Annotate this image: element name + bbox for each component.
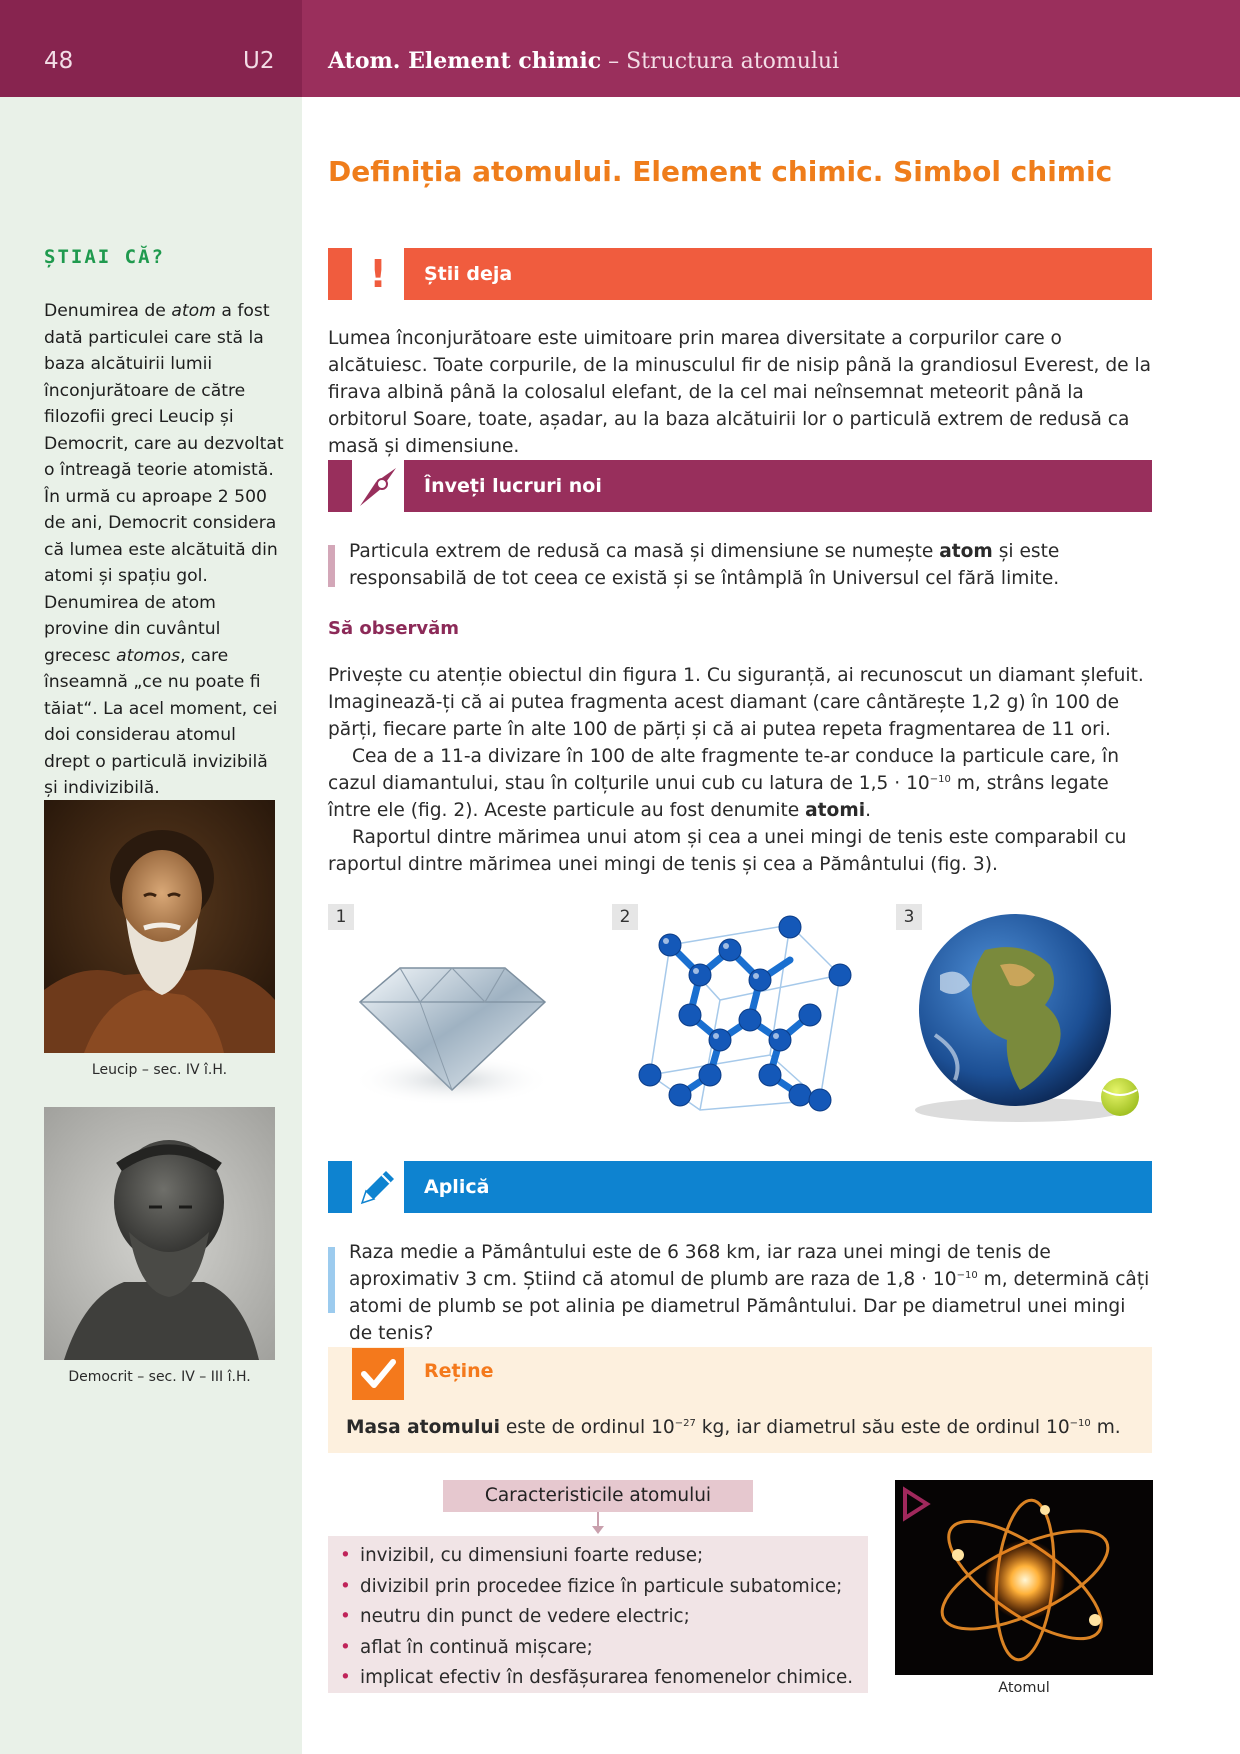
sidebar-text-part: Denumirea de [44, 301, 172, 321]
observam-heading: Să observăm [328, 618, 460, 639]
exponent: −10 [1069, 1417, 1091, 1429]
exponent: −10 [929, 773, 951, 785]
characteristics-title: Caracteristicile atomului [443, 1480, 753, 1512]
page-number: 48 [44, 48, 74, 74]
leucip-name: Leucip [91, 1062, 138, 1078]
masa-atomului-term: Masa atomului [346, 1417, 500, 1438]
list-item: • aflat în continuă mișcare; [340, 1633, 860, 1664]
figure-number: 1 [328, 904, 354, 930]
definition-text: Particula extrem de redusă ca masă și dimensiune se numește [349, 541, 940, 562]
observe-paragraph-2 [328, 743, 1152, 824]
list-item: • implicat efectiv în desfășurarea fenomenelor chimice. [340, 1663, 860, 1694]
observe-text-part: m, strâns legate între ele (fig. 2). Aceste particule au fost denumite [328, 773, 1109, 821]
diamond-lattice-image [630, 905, 855, 1120]
definition-term: atom [939, 541, 993, 562]
aplica-text-part: m, determină câți atomi de plumb se pot alinia pe diametrul Pământului. Dar pe diametrul unei mingi de tenis? [349, 1269, 1150, 1344]
observe-text [328, 662, 1152, 878]
aplica-bar-accent [328, 1161, 352, 1213]
header-title-rest: – Structura atomului [601, 49, 840, 74]
characteristics-list [340, 1541, 860, 1694]
leucip-era: – sec. IV î.H. [137, 1062, 228, 1078]
atom-caption: Atomul [998, 1680, 1050, 1696]
observe-paragraph-1: Privește cu atenție obiectul din figura 1. Cu siguranță, ai recunoscut un diamant șlefuit. Imaginează-ți că ai putea fragmenta acest diamant (care cântărește 1,2 g) în 100 de părți, fiecare parte în alte 100 de părți și că ai putea repeta fragmentarea de 11 ori. [328, 665, 1144, 740]
atomi-term: atomi [805, 800, 866, 821]
atom-image [895, 1480, 1153, 1675]
democrit-era: – sec. IV – III î.H. [132, 1369, 251, 1385]
atom-definition [349, 538, 1153, 592]
sidebar-text-italic: atomos [116, 645, 181, 666]
observe-text-part: . [865, 800, 871, 821]
sidebar-title: ȘTIAI CĂ? [44, 246, 165, 268]
stii-deja-label: Știi deja [404, 248, 1152, 300]
intro-paragraph: Lumea înconjurătoare este uimitoare prin marea diversitate a corpurilor care o alcătuiesc. Toate corpurile, de la minusculul fir de nisip până la grandiosul Everest, de la firava albină până la colosalul elefant, de la cel mai neînsemnat meteorit până la orbitorul Soare, toate, așadar, au la baza alcătuirii lor o particulă extrem de redusă ca masă și dimensiune. [328, 328, 1152, 457]
figure-number: 2 [612, 904, 638, 930]
page-title: Definiția atomului. Element chimic. Simbol chimic [328, 155, 1113, 188]
unit-label: U2 [243, 48, 275, 74]
sidebar-text-part: , care înseamnă „ce nu poate fi tăiat“. La acel moment, cei doi considerau atomul drept o particulă invizibilă și indivizibilă. [44, 645, 278, 798]
retine-text [346, 1414, 1146, 1441]
figure-number: 3 [896, 904, 922, 930]
leucip-caption [44, 1062, 275, 1078]
connector-arrow-icon [592, 1526, 604, 1534]
retine-text-part: kg, iar diametrul său este de ordinul 10 [695, 1417, 1070, 1438]
observe-text-part: Cea de a 11-a divizare în 100 de alte fragmente te-ar conduce la particule care, în cazul diamantului, stau în colțurile unui cub cu latura de 1,5 · 10 [328, 746, 1120, 794]
retine-text-part: este de ordinul 10 [499, 1417, 675, 1438]
checkmark-icon [352, 1348, 404, 1400]
sidebar-text-italic: atom [171, 301, 216, 321]
exponent: −10 [956, 1269, 978, 1281]
list-item: • neutru din punct de vedere electric; [340, 1602, 860, 1633]
aplica-text [349, 1239, 1153, 1347]
definition-accent [328, 545, 335, 587]
invata-label: Înveți lucruri noi [404, 460, 1152, 512]
aplica-accent [328, 1247, 335, 1313]
observe-paragraph-3: Raportul dintre mărimea unui atom și cea a unei mingi de tenis este comparabil cu raportul dintre mărimea unei mingi de tenis și cea a Pământului (fig. 3). [328, 827, 1127, 875]
retine-label: Reține [424, 1360, 494, 1382]
diamond-image [345, 930, 560, 1120]
retine-text-part: m. [1090, 1417, 1121, 1438]
list-item: • divizibil prin procedee fizice în particule subatomice; [340, 1572, 860, 1603]
list-item: • invizibil, cu dimensiuni foarte reduse; [340, 1541, 860, 1572]
exponent: −27 [674, 1417, 696, 1429]
definition-text: și este responsabilă de tot ceea ce există și se întâmplă în Universul cel fără limite. [349, 541, 1060, 589]
leucip-portrait [44, 800, 275, 1053]
democrit-bust [44, 1107, 275, 1360]
pencil-icon [352, 1161, 404, 1213]
democrit-caption [44, 1369, 275, 1385]
sidebar-text-part: a fost dată particulei care stă la baza alcătuirii lumii înconjurătoare de către filozofii greci Leucip și Democrit, care au dezvoltat o întreagă teorie atomistă. În urmă cu aproape 2 500 de ani, Democrit considera că lumea este alcătuită din atomi și spațiu gol. Denumirea de atom provine din cuvântul grecesc [44, 301, 284, 666]
header-title-bold: Atom. Element chimic [328, 48, 602, 74]
aplica-label: Aplică [404, 1161, 1152, 1213]
democrit-name: Democrit [68, 1369, 133, 1385]
invata-bar-accent [328, 460, 352, 512]
stii-deja-bar-accent [328, 248, 352, 300]
sidebar-text [44, 298, 284, 802]
compass-icon [352, 460, 404, 512]
header-title [328, 48, 839, 74]
exclamation-icon: ! [369, 252, 387, 296]
aplica-text-part: Raza medie a Pământului este de 6 368 km, iar raza unei mingi de tenis de aproximativ 3 cm. Știind că atomul de plumb are raza de 1,8 · 10 [349, 1242, 1051, 1290]
earth-tennis-ball-image [895, 905, 1145, 1125]
